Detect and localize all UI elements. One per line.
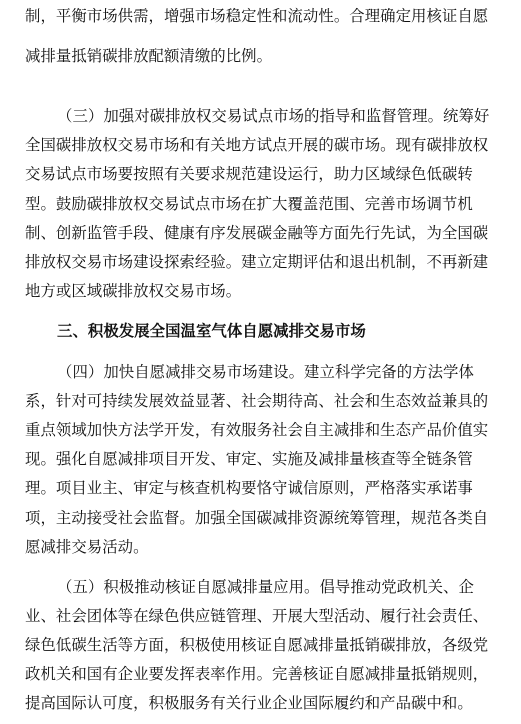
text-line: （三）加强对碳排放权交易试点市场的指导和监督管理。统筹好: [57, 107, 490, 125]
text-line: 愿减排交易活动。: [25, 538, 149, 556]
section-heading: 三、积极发展全国温室气体自愿减排交易市场: [57, 322, 366, 340]
text-line: 型。鼓励碳排放权交易试点市场在扩大覆盖范围、完善市场调节机: [25, 195, 473, 213]
text-line: 绿色低碳生活等方面，积极使用核证自愿减排量抵销碳排放，各级党: [25, 636, 489, 654]
text-line: 业、社会团体等在绿色供应链管理、开展大型活动、履行社会责任、: [25, 607, 489, 625]
text-line: 理。项目业主、审定与核查机构要恪守诚信原则，严格落实承诺事: [25, 479, 473, 497]
text-line: 制、创新监管手段、健康有序发展碳金融等方面先行先试，为全国碳: [25, 224, 489, 242]
text-line: 重点领域加快方法学开发，有效服务社会自主减排和生态产品价值实: [25, 421, 489, 439]
text-line: 现。强化自愿减排项目开发、审定、实施及减排量核查等全链条管: [25, 450, 473, 468]
text-line: 排放权交易市场建设探索经验。建立定期评估和退出机制，不再新建: [25, 253, 489, 271]
text-line: 交易试点市场要按照有关要求规范建设运行，助力区域绿色低碳转: [25, 165, 473, 183]
text-line: 政机关和国有企业要发挥表率作用。完善核证自愿减排量抵销规则，: [25, 665, 489, 683]
text-line: 项，主动接受社会监督。加强全国碳减排资源统筹管理，规范各类自: [25, 509, 489, 527]
text-line: 制，平衡市场供需，增强市场稳定性和流动性。合理确定用核证自愿: [25, 7, 489, 25]
text-line: 系，针对可持续发展效益显著、社会期待高、社会和生态效益兼具的: [25, 392, 489, 410]
text-line: 减排量抵销碳排放配额清缴的比例。: [25, 47, 273, 65]
text-line: （四）加快自愿减排交易市场建设。建立科学完备的方法学体: [57, 363, 474, 381]
text-line: 地方或区域碳排放权交易市场。: [25, 282, 242, 300]
text-line: 全国碳排放权交易市场和有关地方试点开展的碳市场。现有碳排放权: [25, 136, 489, 154]
text-line: 提高国际认可度，积极服务有关行业企业国际履约和产品碳中和。: [25, 694, 473, 712]
text-line: （五）积极推动核证自愿减排量应用。倡导推动党政机关、企: [57, 578, 474, 596]
